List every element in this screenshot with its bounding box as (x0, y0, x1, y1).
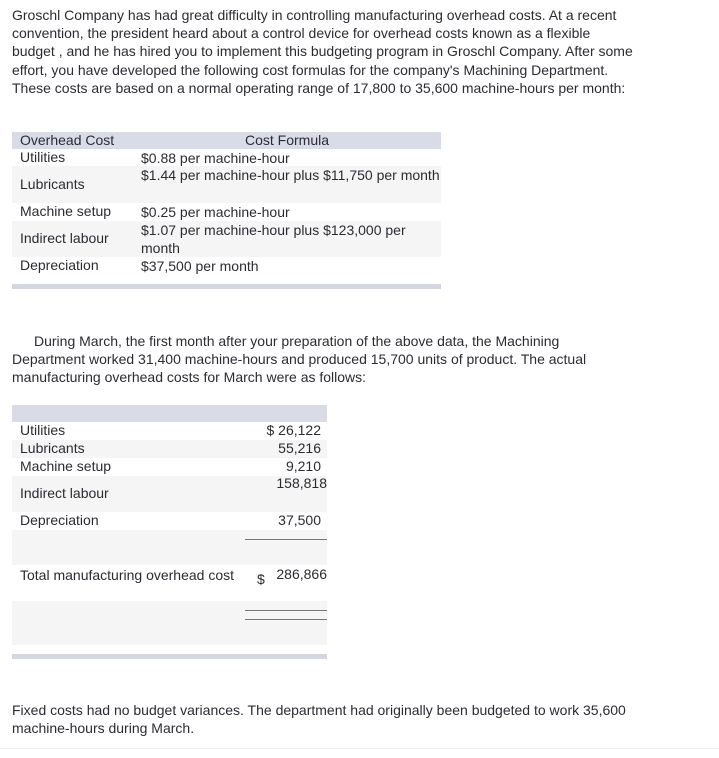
spacer-row (12, 530, 327, 565)
cost-name: Indirect labour (20, 230, 109, 246)
header-cost-formula: Cost Formula (245, 132, 330, 148)
cost-name: Depreciation (20, 512, 99, 528)
cost-amount: 37,500 (278, 512, 321, 528)
cost-formula-table (12, 132, 441, 290)
cost-name: Depreciation (20, 257, 99, 273)
cost-formula: $0.88 per machine-hour (141, 150, 290, 166)
footer-divider (0, 748, 719, 749)
total-currency: $ (257, 571, 265, 587)
cost-name: Lubricants (20, 176, 85, 192)
table-row (12, 458, 327, 476)
cost-formula: $1.07 per machine-hour plus $123,000 per month (141, 222, 406, 256)
table-row (12, 422, 327, 440)
cost-formula: $1.44 per machine-hour plus $11,750 per month (141, 167, 440, 183)
cost-amount: 9,210 (285, 458, 321, 474)
table-row (12, 512, 327, 530)
cost-amount: 55,216 (278, 440, 321, 456)
cost-name: Utilities (20, 149, 66, 165)
table-row (12, 257, 441, 275)
table-divider (12, 284, 441, 289)
cost-amount: 158,818 (276, 475, 327, 491)
table-header (12, 405, 327, 422)
table-header (12, 132, 441, 149)
table-row (12, 440, 327, 458)
table-row (12, 149, 441, 166)
total-double-line-bottom (245, 619, 327, 620)
total-label: Total manufacturing overhead cost (20, 567, 235, 583)
table-divider (12, 654, 327, 659)
cost-name: Machine setup (20, 458, 112, 474)
total-row (12, 565, 327, 601)
spacer-row (12, 601, 327, 645)
cost-name: Indirect labour (20, 485, 109, 501)
table-row (12, 203, 441, 221)
total-double-line-top (245, 610, 327, 611)
header-overhead-cost: Overhead Cost (20, 132, 115, 148)
cost-amount: $ 26,122 (266, 422, 321, 438)
cost-name: Machine setup (20, 203, 112, 219)
cost-formula: $37,500 per month (141, 258, 259, 274)
march-paragraph: During March, the first month after your preparation of the above data, the Machining Department worked 31,400 machine-hours and produced 15,700 units of product. The actual manufacturing overhead costs for March were as follows: (12, 333, 587, 386)
actual-costs-table (12, 405, 327, 660)
subtotal-line (245, 539, 327, 540)
closing-paragraph: Fixed costs had no budget variances. The department had originally been budgeted to work 35,600 machine-hours during March. (12, 702, 626, 737)
table-row (12, 221, 441, 257)
cost-formula: $0.25 per machine-hour (141, 204, 290, 220)
cost-name: Lubricants (20, 440, 85, 456)
table-row (12, 166, 441, 203)
total-amount: 286,866 (276, 566, 327, 582)
table-row (12, 476, 327, 512)
intro-paragraph: Groschl Company has had great difficulty in controlling manufacturing overhead costs. At a recent convention, the president heard about a control device for overhead costs known as a flexible budget , and he has hired you to implement this budgeting program in Groschl Company. After some effort, you have developed the following cost formulas for the company's Machining Department. These costs are based on a normal operating range of 17,800 to 35,600 machine-hours per month: (12, 7, 633, 96)
cost-name: Utilities (20, 422, 66, 438)
